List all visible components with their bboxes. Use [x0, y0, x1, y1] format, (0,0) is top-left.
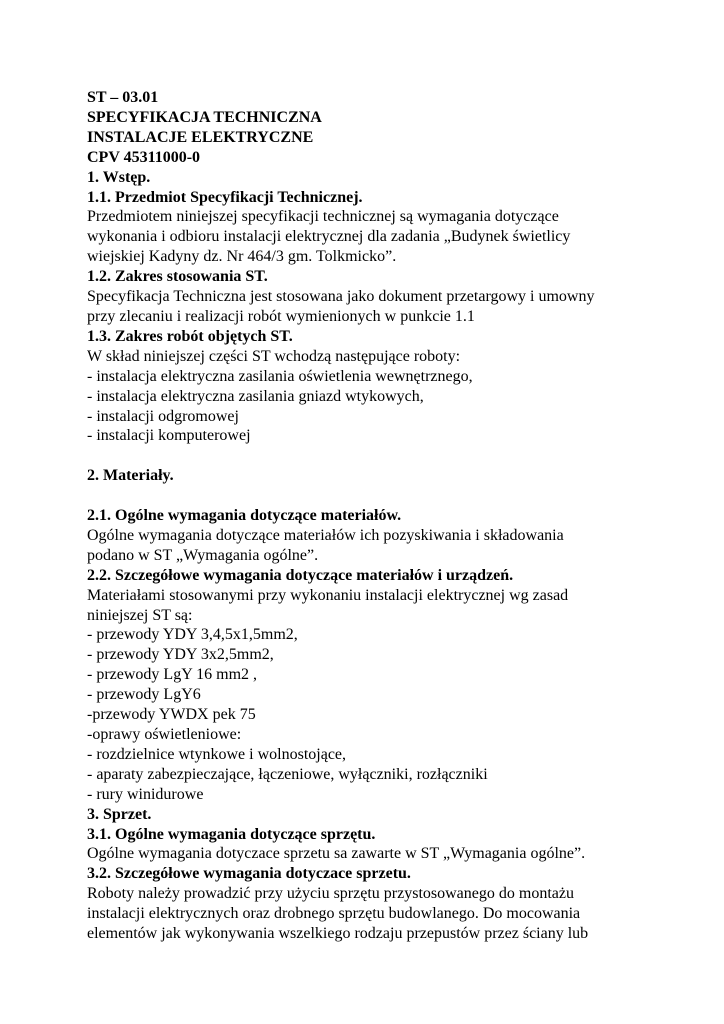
paragraph-line: wiejskiej Kadyny dz. Nr 464/3 gm. Tolkmicko”.	[87, 248, 397, 266]
list-item: - przewody YDY 3,4,5x1,5mm2,	[87, 626, 298, 644]
paragraph-line: Roboty należy prowadzić przy użyciu sprzętu przystosowanego do montażu	[87, 885, 574, 903]
section-heading: 3. Sprzet.	[87, 805, 152, 823]
paragraph-line: niniejszej ST są:	[87, 606, 193, 624]
doc-title: SPECYFIKACJA TECHNICZNA	[87, 108, 322, 126]
list-item: - przewody YDY 3x2,5mm2,	[87, 646, 274, 664]
section-heading: 1. Wstęp.	[87, 168, 151, 186]
cpv-code: CPV 45311000-0	[87, 148, 201, 166]
list-item: - instalacja elektryczna zasilania oświetlenia wewnętrznego,	[87, 367, 473, 385]
spec-code: ST – 03.01	[87, 89, 159, 106]
subsection-heading: 1.1. Przedmiot Specyfikacji Technicznej.	[87, 188, 363, 206]
list-item: - przewody LgY6	[87, 686, 201, 704]
doc-subtitle: INSTALACJE ELEKTRYCZNE	[87, 128, 314, 146]
subsection-heading: 1.3. Zakres robót objętych ST.	[87, 327, 293, 345]
list-item: - instalacja elektryczna zasilania gniazd wtykowych,	[87, 387, 424, 405]
subsection-heading: 3.1. Ogólne wymagania dotyczące sprzętu.	[87, 825, 376, 843]
subsection-heading: 3.2. Szczegółowe wymagania dotyczace sprzetu.	[87, 865, 411, 883]
section-heading: 2. Materiały.	[87, 467, 174, 485]
subsection-heading: 1.2. Zakres stosowania ST.	[87, 268, 268, 286]
list-item: - przewody LgY 16 mm2 ,	[87, 666, 258, 684]
paragraph-line: podano w ST „Wymagania ogólne”.	[87, 546, 319, 564]
spacer	[87, 446, 687, 466]
list-item: - instalacji komputerowej	[87, 427, 251, 445]
subsection-heading: 2.1. Ogólne wymagania dotyczące materiałów.	[87, 507, 402, 524]
document-page	[87, 88, 687, 944]
paragraph-line: Ogólne wymagania dotyczace sprzetu sa zawarte w ST „Wymagania ogólne”.	[87, 845, 586, 863]
paragraph-line: Materiałami stosowanymi przy wykonaniu instalacji elektrycznej wg zasad	[87, 586, 569, 604]
list-item: - instalacji odgromowej	[87, 407, 239, 425]
paragraph-line: Ogólne wymagania dotyczące materiałów ich pozyskiwania i składowania	[87, 526, 564, 544]
list-item: - rozdzielnice wtynkowe i wolnostojące,	[87, 745, 347, 763]
paragraph-line: W skład niniejszej części ST wchodzą następujące roboty:	[87, 347, 461, 365]
paragraph-line: Specyfikacja Techniczna jest stosowana jako dokument przetargowy i umowny	[87, 288, 595, 306]
list-item: -przewody YWDX pek 75	[87, 706, 256, 724]
paragraph-line: Przedmiotem niniejszej specyfikacji technicznej są wymagania dotyczące	[87, 208, 559, 226]
paragraph-line: wykonania i odbioru instalacji elektrycznej dla zadania „Budynek świetlicy	[87, 228, 571, 246]
subsection-heading: 2.2. Szczegółowe wymagania dotyczące materiałów i urządzeń.	[87, 566, 514, 584]
list-item: - rury winidurowe	[87, 785, 204, 803]
spacer	[87, 486, 687, 506]
list-item: - aparaty zabezpieczające, łączeniowe, wyłączniki, rozłączniki	[87, 765, 488, 783]
list-item: -oprawy oświetleniowe:	[87, 725, 242, 743]
paragraph-line: przy zlecaniu i realizacji robót wymienionych w punkcie 1.1	[87, 307, 475, 325]
paragraph-line: instalacji elektrycznych oraz drobnego sprzętu budowlanego. Do mocowania	[87, 905, 581, 923]
paragraph-line: elementów jak wykonywania wszelkiego rodzaju przepustów przez ściany lub	[87, 925, 589, 943]
